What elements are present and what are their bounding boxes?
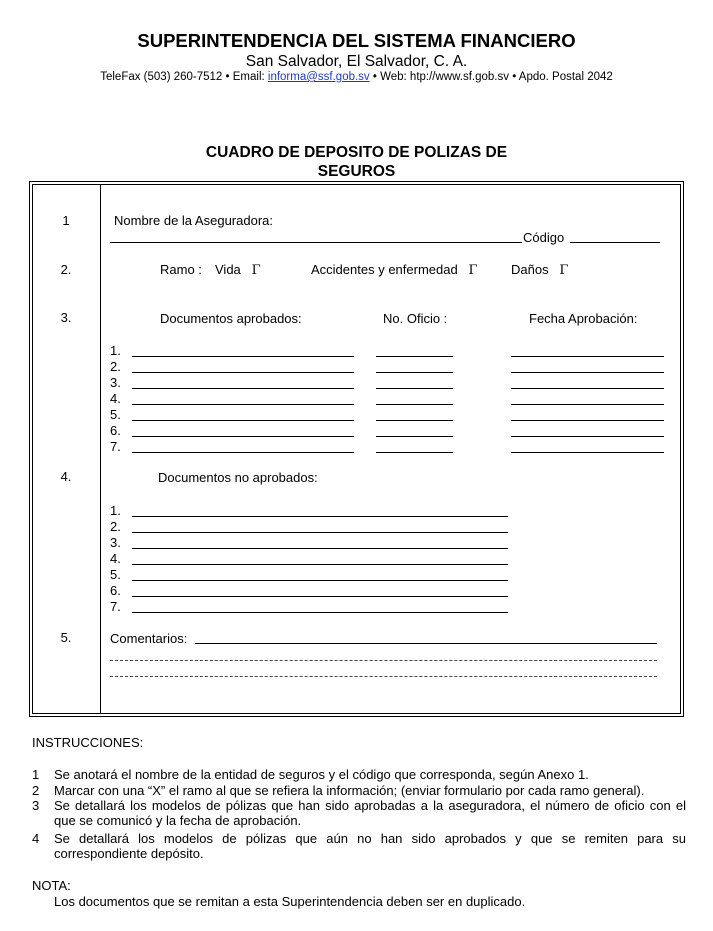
ramo-option-danos[interactable] <box>511 262 568 278</box>
email-link[interactable]: informa@ssf.gob.sv <box>267 71 370 83</box>
insurer-name-field[interactable] <box>110 242 522 243</box>
instruction-number: 1 <box>32 767 40 782</box>
checkbox-mark-icon[interactable]: Γ <box>468 263 478 278</box>
codigo-field[interactable] <box>570 242 660 243</box>
checkbox-mark-icon[interactable]: Γ <box>251 263 261 278</box>
agency-contact <box>0 71 713 83</box>
unapproved-doc-field[interactable] <box>132 532 508 533</box>
unapproved-docs-label: Documentos no aprobados: <box>158 470 318 485</box>
insurer-name-label: Nombre de la Aseguradora: <box>114 213 273 228</box>
ramo-option-label: Accidentes y enfermedad <box>311 262 458 277</box>
item-number: 4. <box>110 391 121 406</box>
item-number: 7. <box>110 439 121 454</box>
contact-suffix: • Web: htp://www.sf.gob.sv • Apdo. Postal 2042 <box>369 71 613 83</box>
unapproved-doc-field[interactable] <box>132 580 508 581</box>
approved-doc-field[interactable] <box>132 404 354 405</box>
ramo-option-vida[interactable] <box>215 262 261 278</box>
instruction-text-line-1: Se detallará los modelos de pólizas que han sido aprobadas a la aseguradora, el número de oficio con el <box>54 798 686 813</box>
comments-field-line-2[interactable] <box>110 660 657 661</box>
comments-label: Comentarios: <box>110 631 188 646</box>
row-number-3: 3. <box>60 310 72 325</box>
item-number: 3. <box>110 375 121 390</box>
approved-doc-field[interactable] <box>132 356 354 357</box>
instruction-text: Se anotará el nombre de la entidad de seguros y el código que corresponda, según Anexo 1. <box>54 767 589 782</box>
item-number: 1. <box>110 343 121 358</box>
comments-field-line-1[interactable] <box>195 643 657 644</box>
oficio-field[interactable] <box>376 420 453 421</box>
unapproved-doc-field[interactable] <box>132 612 508 613</box>
item-number: 6. <box>110 423 121 438</box>
nota-heading: NOTA: <box>32 878 71 893</box>
fecha-column-header: Fecha Aprobación: <box>529 311 638 326</box>
fecha-field[interactable] <box>511 372 664 373</box>
approved-doc-field[interactable] <box>132 372 354 373</box>
nota-text: Los documentos que se remitan a esta Superintendencia deben ser en duplicado. <box>54 894 526 909</box>
checkbox-mark-icon[interactable]: Γ <box>559 263 569 278</box>
fecha-field[interactable] <box>511 388 664 389</box>
unapproved-doc-field[interactable] <box>132 564 508 565</box>
ramo-option-accidentes[interactable] <box>311 262 478 278</box>
instruction-number: 3 <box>32 798 40 813</box>
approved-doc-field[interactable] <box>132 436 354 437</box>
item-number: 2. <box>110 359 121 374</box>
approved-doc-field[interactable] <box>132 388 354 389</box>
comments-field-line-3[interactable] <box>110 676 657 677</box>
row-number-5: 5. <box>60 630 72 645</box>
instruction-number: 2 <box>32 783 40 798</box>
row-number-1: 1 <box>62 213 70 228</box>
instructions-heading: INSTRUCCIONES: <box>32 735 144 750</box>
row-number-2: 2. <box>60 262 72 277</box>
ramo-label: Ramo : <box>160 262 202 277</box>
fecha-field[interactable] <box>511 420 664 421</box>
oficio-field[interactable] <box>376 404 453 405</box>
oficio-field[interactable] <box>376 436 453 437</box>
item-number: 5. <box>110 567 121 582</box>
codigo-label: Código <box>523 230 565 245</box>
oficio-column-header: No. Oficio : <box>383 311 448 326</box>
contact-prefix: TeleFax (503) 260-7512 • Email: <box>100 71 268 83</box>
row-number-4: 4. <box>60 469 72 484</box>
ramo-option-label: Daños <box>511 262 549 277</box>
fecha-field[interactable] <box>511 356 664 357</box>
item-number: 2. <box>110 519 121 534</box>
fecha-field[interactable] <box>511 436 664 437</box>
instruction-text-line-2: correspondiente depósito. <box>54 846 204 861</box>
item-number: 1. <box>110 503 121 518</box>
unapproved-doc-field[interactable] <box>132 516 508 517</box>
agency-title: SUPERINTENDENCIA DEL SISTEMA FINANCIERO <box>137 30 576 51</box>
approved-doc-field[interactable] <box>132 420 354 421</box>
instruction-number: 4 <box>32 831 40 846</box>
item-number: 7. <box>110 599 121 614</box>
form-title-line-1: CUADRO DE DEPOSITO DE POLIZAS DE <box>205 144 508 161</box>
oficio-field[interactable] <box>376 372 453 373</box>
unapproved-doc-field[interactable] <box>132 548 508 549</box>
item-number: 4. <box>110 551 121 566</box>
fecha-field[interactable] <box>511 404 664 405</box>
agency-location: San Salvador, El Salvador, C. A. <box>245 53 468 70</box>
item-number: 5. <box>110 407 121 422</box>
instruction-text-line-2: que se comunicó y la fecha de aprobación. <box>54 813 302 828</box>
oficio-field[interactable] <box>376 356 453 357</box>
form-title <box>0 143 713 181</box>
item-number: 6. <box>110 583 121 598</box>
fecha-field[interactable] <box>511 452 664 453</box>
unapproved-doc-field[interactable] <box>132 596 508 597</box>
approved-docs-label: Documentos aprobados: <box>160 311 302 326</box>
oficio-field[interactable] <box>376 388 453 389</box>
oficio-field[interactable] <box>376 452 453 453</box>
item-number: 3. <box>110 535 121 550</box>
approved-doc-field[interactable] <box>132 452 354 453</box>
form-title-line-2: SEGUROS <box>317 163 396 180</box>
instruction-text: Marcar con una “X” el ramo al que se refiera la información; (enviar formulario por cada ramo general). <box>54 783 645 798</box>
ramo-option-label: Vida <box>215 262 241 277</box>
instruction-text-line-1: Se detallará los modelos de pólizas que aún no han sido aprobados y que se remiten para su <box>54 831 686 846</box>
form-column-divider <box>100 184 101 714</box>
